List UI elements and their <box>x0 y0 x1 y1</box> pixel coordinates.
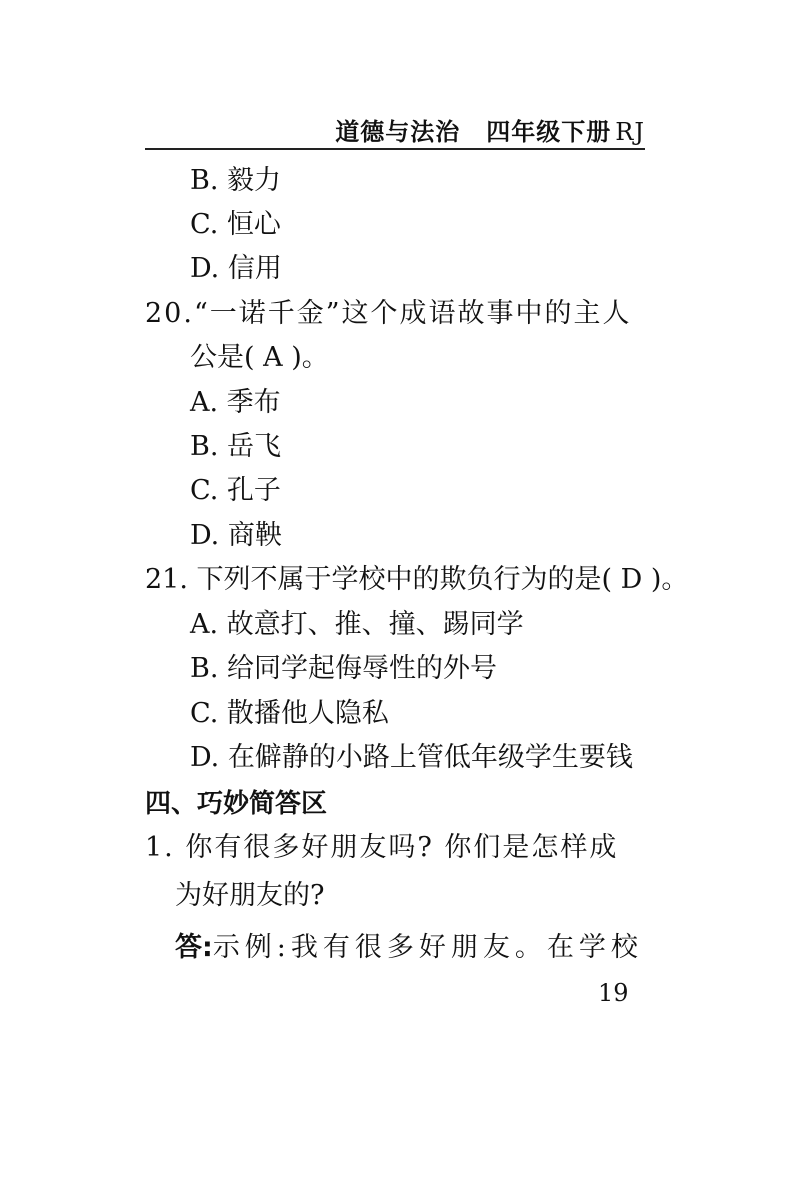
section4-q1-line1: 1. 你有很多好朋友吗? 你们是怎样成 <box>145 832 619 863</box>
q21-option-a: A. 故意打、推、撞、踢同学 <box>190 609 524 640</box>
section-title: 四、巧妙简答区 <box>145 789 328 819</box>
page-number: 19 <box>598 979 629 1007</box>
q19-option-d: D. 信用 <box>190 253 282 284</box>
q20-stem-line1: 20.“一诺千金”这个成语故事中的主人 <box>145 298 632 329</box>
q21-option-d: D. 在僻静的小路上管低年级学生要钱 <box>190 742 633 773</box>
q20-option-a: A. 季布 <box>190 387 281 418</box>
q21-option-b: B. 给同学起侮辱性的外号 <box>190 653 498 684</box>
q19-option-c: C. 恒心 <box>190 209 281 240</box>
answer-line <box>175 930 643 966</box>
q19-option-b: B. 毅力 <box>190 165 282 196</box>
q20-stem-line2: 公是( A )。 <box>190 342 329 373</box>
header-title <box>335 112 645 147</box>
q21-stem: 21. 下列不属于学校中的欺负行为的是( D )。 <box>145 564 689 595</box>
q20-option-d: D. 商鞅 <box>190 520 282 551</box>
q20-option-c: C. 孔子 <box>190 475 281 506</box>
header-subject: 道德与法治 <box>335 118 461 146</box>
section4-q1-line2: 为好朋友的? <box>175 880 325 911</box>
q21-option-c: C. 散播他人隐私 <box>190 698 389 729</box>
answer-text: 示例:我有很多好朋友。在学校 <box>212 932 643 963</box>
q20-option-b: B. 岳飞 <box>190 431 282 462</box>
header-edition: RJ <box>615 118 645 146</box>
answer-label: 答: <box>175 932 213 963</box>
header-grade: 四年级下册 <box>486 118 612 146</box>
running-header <box>145 112 645 150</box>
